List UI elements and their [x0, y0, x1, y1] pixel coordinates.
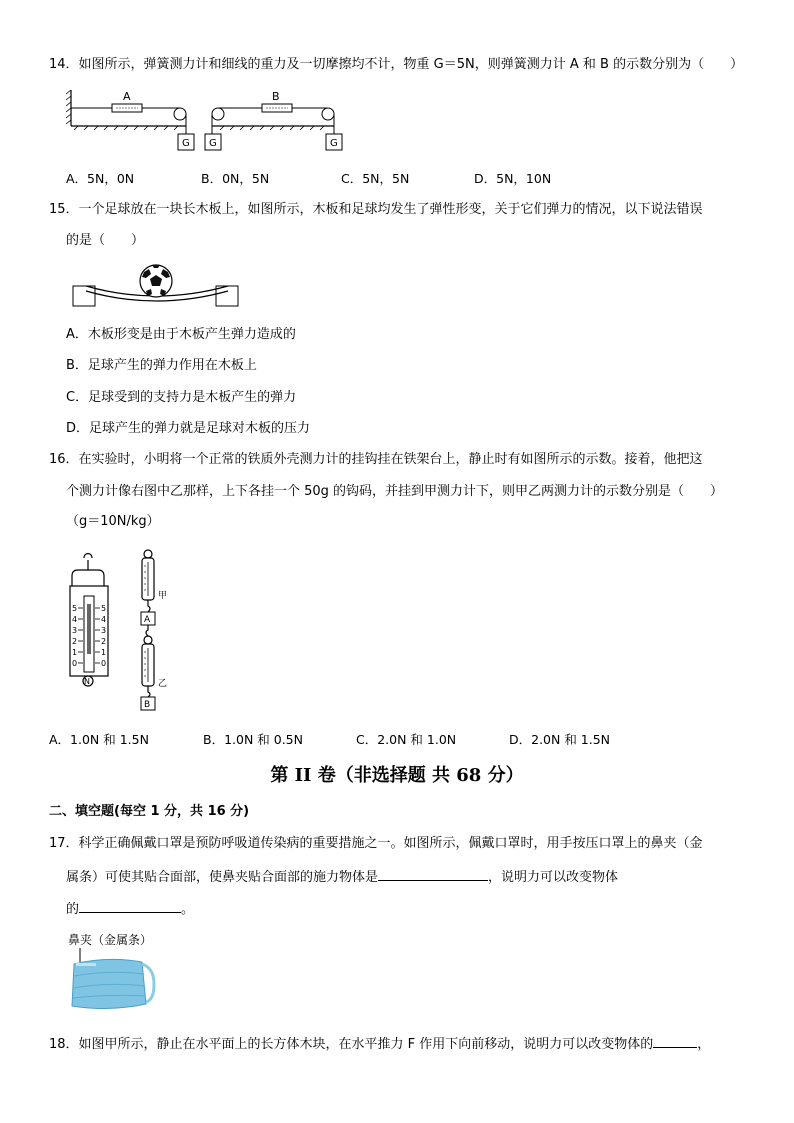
q16-tick-left-5: 5	[72, 604, 78, 613]
face-mask-icon	[72, 959, 154, 1008]
q18-line1-text-a: 18．如图甲所示，静止在水平面上的长方体木块，在水平推力 F 作用下向前移动，说明力可以改变物体的	[49, 1037, 654, 1052]
q15-stem-line2: 的是（ ）	[66, 233, 145, 248]
q16-figure	[66, 548, 186, 716]
q17-line3	[66, 898, 194, 919]
q16-stem-line1: 16．在实验时，小明将一个正常的铁质外壳测力计的挂钩挂在铁架台上，静止时有如图所示的示数。接着，他把这	[49, 452, 703, 467]
q16-weight-a: A	[144, 615, 151, 625]
q14-stem: 14．如图所示，弹簧测力计和细线的重力及一切摩擦均不计，物重 G＝5N，则弹簧测力计 A 和 B 的示数分别为（ ）	[49, 57, 744, 72]
q14-option-c[interactable]: C．5N，5N	[341, 171, 410, 186]
q17-line3-text-a: 的	[66, 902, 80, 917]
q16-tick-right-4: 4	[101, 615, 107, 624]
q16-unit: N	[84, 677, 90, 686]
q16-tick-right-3: 3	[101, 626, 107, 635]
part2-subtitle: 二、填空题(每空 1 分，共 16 分)	[49, 804, 250, 819]
q15-figure	[72, 260, 244, 310]
q16-option-d[interactable]: D．2.0N 和 1.5N	[509, 732, 611, 747]
q16-option-c[interactable]: C．2.0N 和 1.0N	[356, 732, 457, 747]
q14-option-d[interactable]: D．5N，10N	[474, 171, 552, 186]
q16-tick-left-1: 1	[72, 648, 78, 657]
q14-weight-right: G	[330, 138, 338, 149]
q17-line2-text-b: ，说明力可以改变物体	[488, 870, 619, 885]
q17-figure	[68, 946, 158, 1018]
q16-label-jia: 甲	[158, 591, 168, 601]
q17-line2-text-a: 属条）可使其贴合面部，使鼻夹贴合面部的施力物体是	[66, 870, 379, 885]
part2-title: 第 II 卷（非选择题 共 68 分）	[270, 765, 524, 786]
q16-label-yi: 乙	[158, 679, 168, 689]
q15-option-a[interactable]: A．木板形变是由于木板产生弹力造成的	[66, 327, 296, 342]
q16-tick-left-2: 2	[72, 637, 78, 646]
q14-weight-left: G	[182, 138, 190, 149]
q15-option-d[interactable]: D．足球产生的弹力就是足球对木板的压力	[66, 421, 311, 436]
soccer-ball-icon	[140, 265, 172, 297]
q17-blank-1[interactable]	[378, 866, 488, 881]
q18-blank-1[interactable]	[653, 1033, 697, 1048]
q14-figure	[66, 86, 356, 154]
q17-figure-label: 鼻夹（金属条）	[68, 933, 153, 947]
q16-option-b[interactable]: B．1.0N 和 0.5N	[203, 732, 303, 747]
q18-line1	[49, 1033, 710, 1054]
q16-tick-right-5: 5	[101, 604, 107, 613]
q16-option-a[interactable]: A．1.0N 和 1.5N	[49, 732, 149, 747]
q15-option-b[interactable]: B．足球产生的弹力作用在木板上	[66, 358, 257, 373]
q17-blank-2[interactable]	[79, 898, 181, 913]
q14-option-b[interactable]: B．0N，5N	[201, 171, 270, 186]
q18-line1-text-b: ，	[697, 1037, 711, 1052]
q16-tick-left-3: 3	[72, 626, 78, 635]
q14-label-a: A	[123, 90, 131, 103]
q17-line2	[66, 866, 618, 887]
q17-line1: 17．科学正确佩戴口罩是预防呼吸道传染病的重要措施之一。如图所示，佩戴口罩时，用手按压口罩上的鼻夹（金	[49, 836, 703, 851]
q16-tick-right-2: 2	[101, 637, 107, 646]
q16-tick-left-4: 4	[72, 615, 78, 624]
q16-stem-line3: （g＝10N/kg）	[66, 514, 160, 529]
q16-weight-b: B	[144, 700, 151, 710]
q16-stem-line2: 个测力计像右图中乙那样，上下各挂一个 50g 的钩码，并挂到甲测力计下，则甲乙两测力计的示数分别是（ ）	[66, 484, 724, 499]
q16-tick-left-0: 0	[72, 659, 78, 668]
q16-tick-right-1: 1	[101, 648, 107, 657]
q14-option-a[interactable]: A．5N，0N	[66, 171, 135, 186]
q15-option-c[interactable]: C．足球受到的支持力是木板产生的弹力	[66, 390, 297, 405]
q14-weight-mid: G	[209, 138, 217, 149]
q16-tick-right-0: 0	[101, 659, 107, 668]
q15-stem-line1: 15．一个足球放在一块长木板上，如图所示，木板和足球均发生了弹性形变，关于它们弹力的情况，以下说法错误	[49, 202, 703, 217]
q17-line3-text-b: 。	[181, 902, 195, 917]
q14-label-b: B	[272, 90, 280, 103]
